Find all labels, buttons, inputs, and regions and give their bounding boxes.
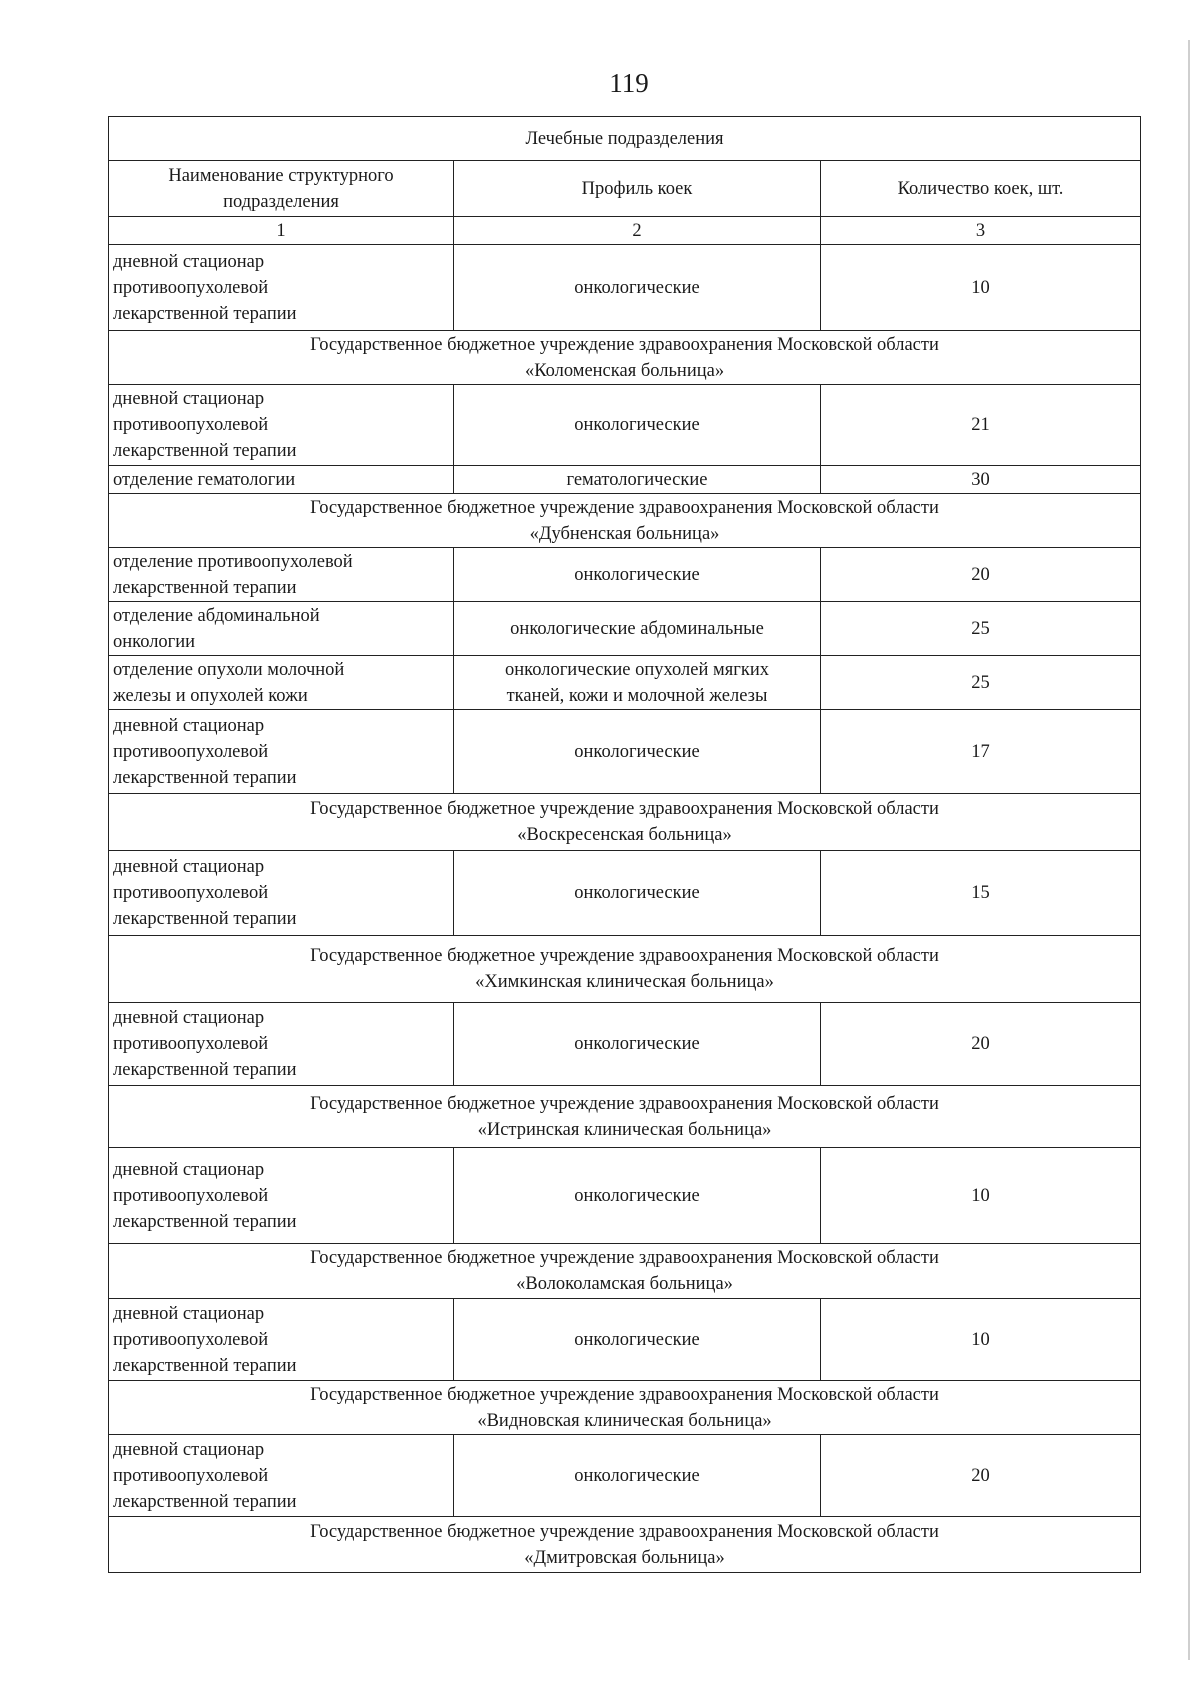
- organization-row: [109, 1517, 1141, 1573]
- organization-name-line: Государственное бюджетное учреждение здравоохранения Московской области: [310, 1521, 939, 1542]
- bed-count: 20: [821, 1003, 1141, 1086]
- organization-row: [109, 331, 1141, 385]
- organization-name-line: Государственное бюджетное учреждение здравоохранения Московской области: [310, 799, 939, 819]
- bed-profile: [454, 548, 821, 602]
- organization-name: [109, 936, 1141, 1003]
- unit-name-line: дневной стационар: [113, 1303, 265, 1324]
- bed-count: 25: [821, 602, 1141, 656]
- bed-profile-line: онкологические абдоминальные: [510, 618, 764, 639]
- organization-name-line: «Волоколамская больница»: [516, 1274, 733, 1294]
- organization-row: [109, 1244, 1141, 1299]
- unit-name-line: отделение гематологии: [113, 469, 296, 490]
- unit-name-line: лекарственной терапии: [113, 441, 297, 461]
- unit-name: [109, 1003, 454, 1086]
- table-row: [109, 245, 1141, 331]
- unit-name-line: противоопухолевой: [113, 277, 269, 298]
- organization-row: [109, 1086, 1141, 1148]
- unit-name-line: противоопухолевой: [113, 1465, 269, 1486]
- unit-name-line: лекарственной терапии: [113, 1491, 297, 1512]
- organization-row: [109, 794, 1141, 851]
- unit-name-line: дневной стационар: [113, 1159, 265, 1180]
- bed-profile-line: онкологические: [574, 741, 700, 762]
- organization-name: [109, 1244, 1141, 1299]
- header-name: [109, 161, 454, 217]
- bed-count: 15: [821, 851, 1141, 936]
- bed-profile-line: онкологические: [574, 883, 700, 903]
- bed-profile: [454, 602, 821, 656]
- table-row: [109, 1003, 1141, 1086]
- bed-profile-line: онкологические: [574, 1329, 700, 1350]
- unit-name-line: железы и опухолей кожи: [113, 685, 308, 706]
- unit-name: [109, 466, 454, 494]
- table-row: [109, 602, 1141, 656]
- organization-name-line: Государственное бюджетное учреждение здравоохранения Московской области: [310, 1248, 939, 1268]
- table-title-row: [109, 117, 1141, 161]
- bed-profile: [454, 1435, 821, 1517]
- organization-row: [109, 936, 1141, 1003]
- organization-name: [109, 1086, 1141, 1148]
- table-row: [109, 466, 1141, 494]
- bed-profile: [454, 851, 821, 936]
- table-row: [109, 656, 1141, 710]
- unit-name: [109, 656, 454, 710]
- bed-profile: [454, 245, 821, 331]
- bed-count: 20: [821, 1435, 1141, 1517]
- bed-profile: [454, 466, 821, 494]
- unit-name-line: отделение абдоминальной: [113, 605, 320, 626]
- bed-count: 10: [821, 245, 1141, 331]
- unit-name-line: отделение опухоли молочной: [113, 659, 345, 680]
- unit-name: [109, 851, 454, 936]
- organization-name: [109, 1517, 1141, 1573]
- unit-name-line: дневной стационар: [113, 857, 265, 877]
- scan-edge-line: [1188, 40, 1190, 1660]
- unit-name: [109, 710, 454, 794]
- bed-count: 10: [821, 1148, 1141, 1244]
- organization-row: [109, 494, 1141, 548]
- organization-name-line: «Видновская клиническая больница»: [477, 1410, 772, 1431]
- organization-name-line: Государственное бюджетное учреждение здравоохранения Московской области: [310, 1384, 939, 1405]
- organization-name: [109, 331, 1141, 385]
- organization-name-line: Государственное бюджетное учреждение здравоохранения Московской области: [310, 1093, 939, 1114]
- organization-name-line: «Химкинская клиническая больница»: [475, 972, 774, 992]
- table-row: [109, 851, 1141, 936]
- header-name-text: Наименование структурного подразделения: [168, 165, 394, 212]
- unit-name-line: лекарственной терапии: [113, 303, 297, 324]
- unit-name: [109, 385, 454, 466]
- table-row: [109, 1299, 1141, 1381]
- organization-name-line: Государственное бюджетное учреждение здравоохранения Московской области: [310, 497, 939, 518]
- unit-name-line: противоопухолевой: [113, 1185, 269, 1206]
- unit-name-line: лекарственной терапии: [113, 909, 297, 929]
- unit-name-line: лекарственной терапии: [113, 1355, 297, 1376]
- table-row: [109, 710, 1141, 794]
- bed-profile: [454, 656, 821, 710]
- table-header-row: [109, 161, 1141, 217]
- bed-profile-line: гематологические: [566, 469, 708, 490]
- unit-name-line: противоопухолевой: [113, 883, 269, 903]
- unit-name-line: лекарственной терапии: [113, 1211, 297, 1232]
- unit-name-line: противоопухолевой: [113, 1329, 269, 1350]
- organization-name-line: Государственное бюджетное учреждение здравоохранения Московской области: [310, 334, 939, 355]
- organization-name-line: «Истринская клиническая больница»: [477, 1119, 772, 1140]
- header-profile: Профиль коек: [454, 161, 821, 217]
- organization-name-line: «Коломенская больница»: [524, 360, 725, 381]
- bed-count: 17: [821, 710, 1141, 794]
- organization-name-line: «Воскресенская больница»: [517, 825, 732, 845]
- unit-name-line: отделение противоопухолевой: [113, 551, 353, 572]
- bed-profile-line: онкологические: [574, 1185, 700, 1206]
- unit-name-line: дневной стационар: [113, 1439, 265, 1460]
- bed-profile-line: онкологические: [574, 277, 700, 298]
- unit-name-line: онкологии: [113, 631, 196, 652]
- page-number: 119: [609, 68, 649, 98]
- unit-name-line: противоопухолевой: [113, 415, 269, 435]
- beds-table-body: [109, 117, 1141, 1573]
- organization-name: [109, 494, 1141, 548]
- table-title: Лечебные подразделения: [109, 117, 1141, 161]
- organization-name-line: «Дубненская больница»: [529, 523, 720, 544]
- organization-name: [109, 794, 1141, 851]
- bed-profile: [454, 1003, 821, 1086]
- unit-name-line: лекарственной терапии: [113, 577, 297, 598]
- organization-name-line: «Дмитровская больница»: [524, 1547, 725, 1568]
- bed-count: 25: [821, 656, 1141, 710]
- bed-profile-line: онкологические: [574, 415, 700, 435]
- table-row: [109, 1435, 1141, 1517]
- unit-name-line: противоопухолевой: [113, 1034, 269, 1054]
- unit-name: [109, 1435, 454, 1517]
- bed-profile-line: онкологические: [574, 1034, 700, 1054]
- unit-name-line: противоопухолевой: [113, 741, 269, 762]
- bed-count: 20: [821, 548, 1141, 602]
- organization-row: [109, 1381, 1141, 1435]
- unit-name: [109, 1148, 454, 1244]
- table-row: [109, 1148, 1141, 1244]
- unit-name-line: лекарственной терапии: [113, 767, 297, 788]
- unit-name: [109, 245, 454, 331]
- unit-name: [109, 1299, 454, 1381]
- organization-name-line: Государственное бюджетное учреждение здравоохранения Московской области: [310, 946, 939, 966]
- bed-profile-line: онкологические: [574, 564, 700, 585]
- column-number-2: 2: [454, 217, 821, 245]
- bed-profile: [454, 710, 821, 794]
- unit-name-line: дневной стационар: [113, 251, 265, 272]
- bed-count: 10: [821, 1299, 1141, 1381]
- beds-table: [108, 116, 1141, 1573]
- unit-name-line: лекарственной терапии: [113, 1060, 297, 1080]
- bed-profile: [454, 1299, 821, 1381]
- bed-profile-line: онкологические: [574, 1465, 700, 1486]
- organization-name: [109, 1381, 1141, 1435]
- bed-profile: [454, 1148, 821, 1244]
- unit-name-line: дневной стационар: [113, 389, 265, 409]
- column-number-3: 3: [821, 217, 1141, 245]
- table-number-row: [109, 217, 1141, 245]
- table-row: [109, 385, 1141, 466]
- bed-profile-line: тканей, кожи и молочной железы: [506, 685, 768, 706]
- table-row: [109, 548, 1141, 602]
- unit-name: [109, 548, 454, 602]
- bed-profile-line: онкологические опухолей мягких: [505, 659, 769, 680]
- unit-name: [109, 602, 454, 656]
- bed-count: 21: [821, 385, 1141, 466]
- unit-name-line: дневной стационар: [113, 1008, 265, 1028]
- header-count: Количество коек, шт.: [821, 161, 1141, 217]
- unit-name-line: дневной стационар: [113, 715, 265, 736]
- column-number-1: 1: [109, 217, 454, 245]
- bed-count: 30: [821, 466, 1141, 494]
- bed-profile: [454, 385, 821, 466]
